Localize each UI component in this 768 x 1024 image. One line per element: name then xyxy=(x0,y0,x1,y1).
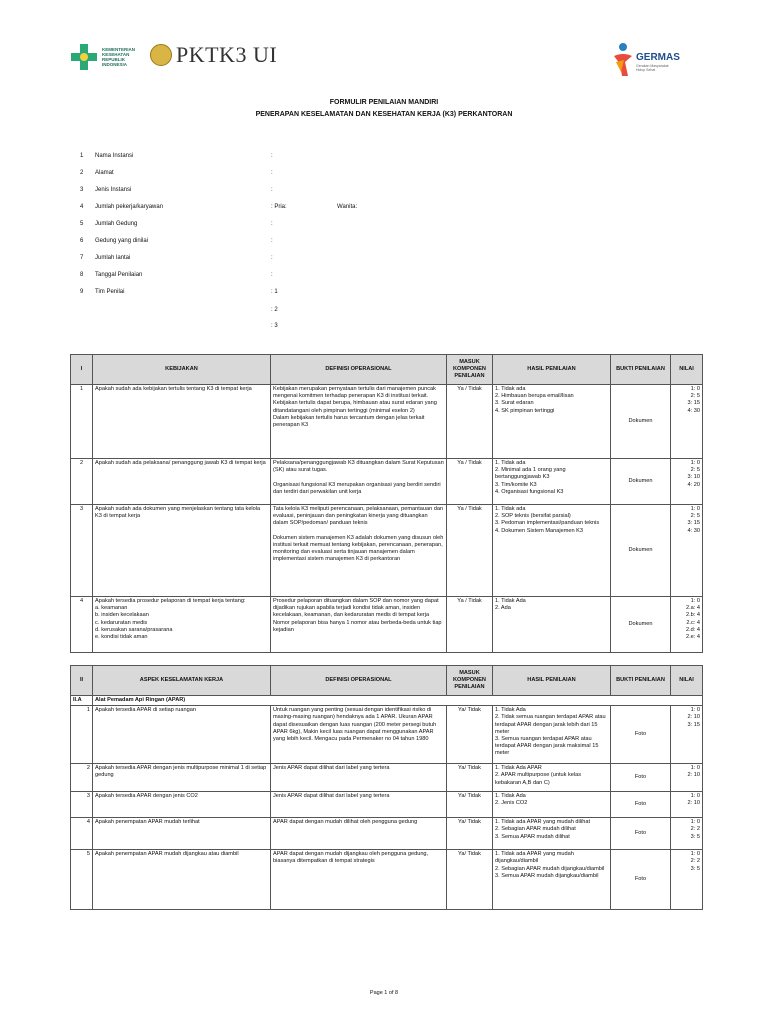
form-subtitle: PENERAPAN KESELAMATAN DAN KESEHATAN KERJA (K3) PERKANTORAN xyxy=(255,111,513,118)
info-extra[interactable]: Wanita: xyxy=(337,204,358,210)
table2-header-masuk: MASUK KOMPONEN PENILAIAN xyxy=(447,666,493,696)
info-row xyxy=(0,151,768,161)
info-number: 8 xyxy=(80,272,84,278)
info-value[interactable]: : xyxy=(271,153,273,159)
info-number: 4 xyxy=(80,204,84,210)
table1-header-bukti: BUKTI PENILAIAN xyxy=(611,355,671,385)
nilai-scores: 1: 0 2: 10 3: 15 xyxy=(671,706,703,764)
info-number: 9 xyxy=(80,289,84,295)
info-value[interactable]: : xyxy=(271,255,273,261)
table-row xyxy=(71,792,703,818)
page-footer: Page 1 of 8 xyxy=(369,990,399,996)
table-row xyxy=(71,850,703,910)
kemenkes-text: KEMENTERIAN KESEHATAN REPUBLIK INDONESIA xyxy=(102,47,136,67)
row-number: 1 xyxy=(71,706,93,764)
section-title: Alat Pemadam Api Ringan (APAR) xyxy=(93,696,703,706)
nilai-scores: 1: 0 2.a: 4 2.b: 4 2.c: 4 2.d: 4 2.e: 4 xyxy=(671,597,703,653)
info-value[interactable]: : Pria: xyxy=(271,204,287,210)
table1-header-masuk: MASUK KOMPONEN PENILAIAN xyxy=(447,355,493,385)
info-row xyxy=(0,270,768,280)
nilai-scores: 1: 0 2: 5 3: 15 4: 30 xyxy=(671,385,703,459)
hasil-options[interactable]: 1. Tidak ada 2. Himbauan berupa email/lisan 3. Surat edaran 4. SK pimpinan tertinggi xyxy=(493,385,611,459)
info-label: Jumlah pekerja/karyawan xyxy=(95,204,164,210)
ui-seal-icon xyxy=(150,44,172,66)
definition: Untuk ruangan yang penting (sesuai dengan identifikasi risiko di masing-masing ruangan) hendaknya ada 1 APAR. Ukuran APAR dapat disesuaikan dengan luas ruangan (200 meter persegi butuh APAR 6kg), Makin kecil luas ruangan dapat menggunakan APAR yang lebih kecil. Mengacu pada Permenaker no 04 tahun 1980 xyxy=(271,706,447,764)
nilai-scores: 1: 0 2: 10 xyxy=(671,764,703,792)
table-row xyxy=(71,459,703,505)
hasil-options[interactable]: 1. Tidak Ada 2. Ada xyxy=(493,597,611,653)
ya-tidak-option[interactable]: Ya/ Tidak xyxy=(447,764,493,792)
definition: Kebijakan merupakan pernyataan tertulis dari manajemen puncak mengenai komitmen terhadap penerapan K3 di institusi terkait. Kebijakan tertulis dapat berupa, himbauan atau surat edaran yang ditandatangani oleh pimpinan tertinggi (minimal eselon 2) Dalam kebijakan tertulis harus tercantum dengan jelas terkait penerapan K3 xyxy=(271,385,447,459)
info-label: Jumlah lantai xyxy=(95,255,131,261)
table-row xyxy=(71,818,703,850)
row-number: 3 xyxy=(71,505,93,597)
info-value[interactable]: : xyxy=(271,187,273,193)
table1-header-definisi: DEFINISI OPERASIONAL xyxy=(271,355,447,385)
bukti-type: Dokumen xyxy=(611,459,671,505)
info-row xyxy=(0,202,768,212)
info-label: Alamat xyxy=(95,170,114,176)
table-row xyxy=(71,706,703,764)
hasil-options[interactable]: 1. Tidak Ada 2. Tidak semua ruangan terdapat APAR atau terdapat APAR dengan jarak lebih dari 15 meter 3. Semua ruangan terdapat APAR atau terdapat APAR dengan jarak maksimal 15 meter xyxy=(493,706,611,764)
info-row xyxy=(0,321,768,331)
germas-text: GERMAS xyxy=(636,52,680,63)
question: Apakah sudah ada dokumen yang menjelaskan tentang tata kelola K3 di tempat kerja xyxy=(93,505,271,597)
germas-figure-icon xyxy=(612,42,634,78)
info-row xyxy=(0,253,768,263)
ya-tidak-option[interactable]: Ya/ Tidak xyxy=(447,818,493,850)
bukti-type: Foto xyxy=(611,818,671,850)
info-number: 7 xyxy=(80,255,84,261)
info-number: 3 xyxy=(80,187,84,193)
table2-header-num: II xyxy=(71,666,93,696)
ya-tidak-option[interactable]: Ya/ Tidak xyxy=(447,792,493,818)
table1-header-hasil: HASIL PENILAIAN xyxy=(493,355,611,385)
aspek-keselamatan-table xyxy=(70,665,703,910)
question: Apakah tersedia APAR dengan jenis multipurpose minimal 1 di setiap gedung xyxy=(93,764,271,792)
info-value[interactable]: : xyxy=(271,221,273,227)
table2-header-aspek: ASPEK KESELAMATAN KERJA xyxy=(93,666,271,696)
hasil-options[interactable]: 1. Tidak Ada 2. Jenis CO2 xyxy=(493,792,611,818)
bukti-type: Foto xyxy=(611,764,671,792)
info-value[interactable]: : 1 xyxy=(271,289,278,295)
bukti-type: Dokumen xyxy=(611,597,671,653)
row-number: 5 xyxy=(71,850,93,910)
nilai-scores: 1: 0 2: 2 3: 5 xyxy=(671,818,703,850)
info-number: 5 xyxy=(80,221,84,227)
section-code: II.A xyxy=(71,696,93,706)
info-value[interactable]: : xyxy=(271,272,273,278)
table-row xyxy=(71,385,703,459)
definition: Prosedur pelaporan dituangkan dalam SOP dan nomor yang dapat dijadikan rujukan apabila terjadi kondisi tidak aman, insiden kecelakaan, keamanan, dan kedaruratan medis di tempat kerja Nomor pelaporan bisa hanya 1 nomor atau berbeda-beda untuk tiap kejadian xyxy=(271,597,447,653)
bukti-type: Foto xyxy=(611,706,671,764)
row-number: 4 xyxy=(71,597,93,653)
info-label: Jumlah Gedung xyxy=(95,221,138,227)
hasil-options[interactable]: 1. Tidak ada 2. SOP teknis (bersifat parsial) 3. Pedoman implementasi/panduan teknis 4. Dokumen Sistem Manajemen K3 xyxy=(493,505,611,597)
germas-subtitle: Gerakan Masyarakat Hidup Sehat xyxy=(636,64,669,72)
info-row xyxy=(0,185,768,195)
info-number: 2 xyxy=(80,170,84,176)
row-number: 3 xyxy=(71,792,93,818)
table-row xyxy=(71,597,703,653)
table1-header-num: I xyxy=(71,355,93,385)
definition: APAR dapat dengan mudah dilihat oleh pengguna gedung xyxy=(271,818,447,850)
question: Apakah sudah ada kebijakan tertulis tentang K3 di tempat kerja xyxy=(93,385,271,459)
definition: Jenis APAR dapat dilihat dari label yang tertera xyxy=(271,764,447,792)
definition: Jenis APAR dapat dilihat dari label yang tertera xyxy=(271,792,447,818)
table2-header-nilai: NILAI xyxy=(671,666,703,696)
hasil-options[interactable]: 1. Tidak ada 2. Minimal ada 1 orang yang bertanggungjawab K3 3. Tim/komite K3 4. Organisasi fungsional K3 xyxy=(493,459,611,505)
bukti-type: Foto xyxy=(611,792,671,818)
form-title: FORMULIR PENILAIAN MANDIRI xyxy=(329,99,439,106)
table2-header-bukti: BUKTI PENILAIAN xyxy=(611,666,671,696)
nilai-scores: 1: 0 2: 5 3: 15 4: 30 xyxy=(671,505,703,597)
question: Apakah tersedia APAR dengan jenis CO2 xyxy=(93,792,271,818)
hasil-options[interactable]: 1. Tidak Ada APAR 2. APAR multipurpose (untuk kelas kebakaran A,B dan C) xyxy=(493,764,611,792)
info-row xyxy=(0,219,768,229)
ya-tidak-option[interactable]: Ya / Tidak xyxy=(447,505,493,597)
row-number: 2 xyxy=(71,459,93,505)
row-number: 1 xyxy=(71,385,93,459)
info-label: Tanggal Penilaian xyxy=(95,272,143,278)
hasil-options[interactable]: 1. Tidak ada APAR yang mudah dijangkau/diambil 2. Sebagian APAR mudah dijangkau/diambil 3. Semua APAR mudah dijangkau/diambil xyxy=(493,850,611,910)
bukti-type: Dokumen xyxy=(611,505,671,597)
table2-header-definisi: DEFINISI OPERASIONAL xyxy=(271,666,447,696)
pktk3ui-text: PKTK3 UI xyxy=(176,42,278,67)
pktk3ui-logo xyxy=(150,42,277,68)
info-label: Tim Penilai xyxy=(95,289,125,295)
table-row xyxy=(71,764,703,792)
info-value[interactable]: : xyxy=(271,170,273,176)
info-row xyxy=(0,305,768,315)
info-row xyxy=(0,287,768,297)
question: Apakah tersedia APAR di setiap ruangan xyxy=(93,706,271,764)
info-label: Gedung yang dinilai xyxy=(95,238,149,244)
table2-header-hasil: HASIL PENILAIAN xyxy=(493,666,611,696)
question: Apakah penempatan APAR mudah dijangkau atau diambil xyxy=(93,850,271,910)
info-value[interactable]: : xyxy=(271,238,273,244)
info-label: Nama Instansi xyxy=(95,153,134,159)
question: Apakah sudah ada pelaksana/ penanggung jawab K3 di tempat kerja xyxy=(93,459,271,505)
question: Apakah penempatan APAR mudah terlihat xyxy=(93,818,271,850)
info-number: 6 xyxy=(80,238,84,244)
row-number: 2 xyxy=(71,764,93,792)
definition: Pelaksana/penanggungjawab K3 dituangkan dalam Surat Keputusan (SK) atau surat tugas. Organisasi fungsional K3 merupakan organisasi yang berdiri sendiri dan terdiri dari perwakilan unit kerja xyxy=(271,459,447,505)
row-number: 4 xyxy=(71,818,93,850)
germas-logo xyxy=(612,40,692,80)
kebijakan-table xyxy=(70,354,703,653)
definition: Tata kelola K3 meliputi perencanaan, pelaksanaan, pemantauan dan evaluasi, peninjauan dan peningkatan kinerja yang dituangkan dalam SOP/pedoman/ panduan teknis Dokumen sistem manajemen K3 adalah dokumen yang disusun oleh institusi terkait memuat tentang kebijakan, perencanaan, penerapan, monitoring dan evaluasi serta tinjauan manajemen dalam implementasi sistem manajemen K3 di perkantoran xyxy=(271,505,447,597)
kemenkes-mark-icon xyxy=(70,42,98,72)
ya-tidak-option[interactable]: Ya / Tidak xyxy=(447,597,493,653)
table-row xyxy=(71,505,703,597)
info-value[interactable]: : 2 xyxy=(271,307,278,313)
hasil-options[interactable]: 1. Tidak ada APAR yang mudah dilihat 2. Sebagian APAR mudah dilihat 3. Semua APAR mudah dilihat xyxy=(493,818,611,850)
ya-tidak-option[interactable]: Ya/ Tidak xyxy=(447,850,493,910)
info-value[interactable]: : 3 xyxy=(271,323,278,329)
nilai-scores: 1: 0 2: 5 3: 10 4: 20 xyxy=(671,459,703,505)
info-row xyxy=(0,168,768,178)
definition: APAR dapat dengan mudah dijangkau oleh pengguna gedung, biasanya ditempatkan di tempat strategis xyxy=(271,850,447,910)
table1-header-nilai: NILAI xyxy=(671,355,703,385)
nilai-scores: 1: 0 2: 2 3: 5 xyxy=(671,850,703,910)
nilai-scores: 1: 0 2: 10 xyxy=(671,792,703,818)
table1-header-kebijakan: KEBIJAKAN xyxy=(93,355,271,385)
info-label: Jenis Instansi xyxy=(95,187,132,193)
bukti-type: Foto xyxy=(611,850,671,910)
ya-tidak-option[interactable]: Ya/ Tidak xyxy=(447,706,493,764)
info-row xyxy=(0,236,768,246)
question: Apakah tersedia prosedur pelaporan di tempat kerja tentang: a. keamanan b. insiden kecelakaan c. kedaruratan medis d. kerusakan sarana/prasarana e. kondisi tidak aman xyxy=(93,597,271,653)
info-number: 1 xyxy=(80,153,84,159)
ya-tidak-option[interactable]: Ya / Tidak xyxy=(447,385,493,459)
bukti-type: Dokumen xyxy=(611,385,671,459)
kemenkes-logo xyxy=(70,40,150,74)
ya-tidak-option[interactable]: Ya / Tidak xyxy=(447,459,493,505)
